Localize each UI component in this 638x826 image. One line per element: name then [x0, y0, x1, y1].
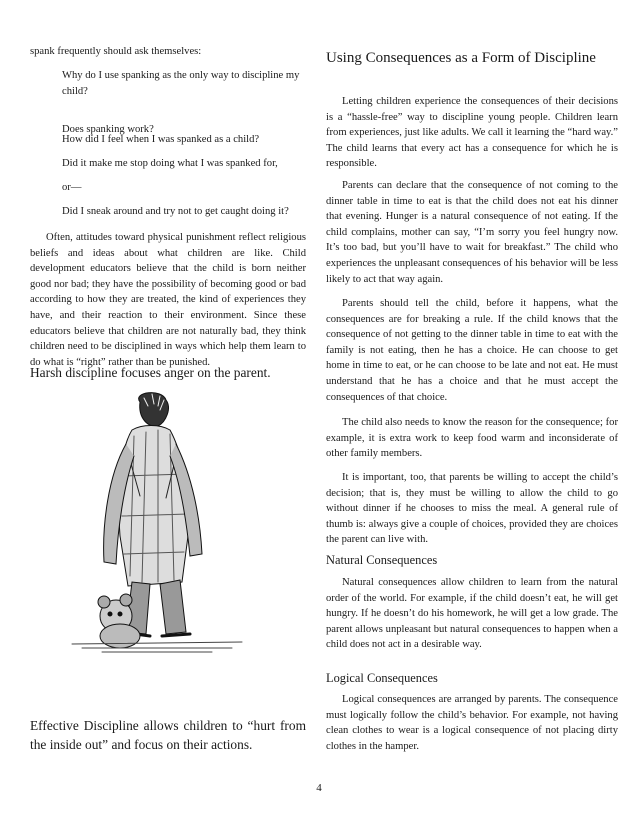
callout-harsh-discipline: Harsh discipline focuses anger on the parent. [30, 365, 271, 380]
subheading-natural-consequences: Natural Consequences [326, 553, 438, 567]
paragraph-reason: The child also needs to know the reason for the consequence; for example, it is extra work to keep food warm and inconsiderate of other family members. [326, 417, 618, 460]
attitudes-paragraph: Often, attitudes toward physical punishment reflect religious beliefs and ideas about what children are like. Child development educators believe that the child is born neither good nor bad; they have the possibility of becoming good or bad according to how they are treated, the kind of experiences they have, and their reaction to their environment. Since these educators believe that children are not naturally bad, they think children need to be disciplined in ways which help them learn to do what is “right” rather than be punished. [30, 232, 306, 368]
question-3: How did I feel when I was spanked as a child? [62, 134, 260, 145]
paragraph-logical-consequences: Logical consequences are arranged by parents. The consequence must logically follow the child’s behavior. For example, not having clean clothes to wear is a logical consequence of not placing dirty clothes in the hamper. [326, 694, 618, 752]
paragraph-tell-child: Parents should tell the child, before it happens, what the consequences are for breaking a rule. If the child knows that the consequence of not getting to the dinner table in time to eat with the family is not eating, then he has a choice. He can choose to get home in time to eat, or he can choose to be late and not eat. He must understand that he has a choice and that he must accept the consequences of that choice. [326, 298, 618, 403]
paragraph-dinner-table: Parents can declare that the consequence of not coming to the dinner table in time to eat is that the child does not eat his dinner that evening. Hunger is a natural consequence of not eating. If the child complains, mother can say, “I’m sorry you feel hungry now. It’s too bad, but you’ll have to wait for breakfast.” The child who experiences the unpleasant consequences of his behavior will be less likely to act that way again. [326, 180, 618, 285]
section-heading-using-consequences: Using Consequences as a Form of Discipline [326, 50, 596, 66]
paragraph-hassle-free: Letting children experience the consequences of their decisions is a “hassle-free” way to discipline young people. Children learn from experiences, just like adults. We call it learning the “hard way.” The child learns that every act has a consequence for which he is responsible. [326, 96, 618, 170]
subheading-logical-consequences: Logical Consequences [326, 671, 438, 685]
question-1: Why do I use spanking as the only way to discipline my child? [62, 70, 300, 97]
question-2: Does spanking work? [62, 124, 154, 135]
question-5: or— [62, 182, 82, 193]
question-6: Did I sneak around and try not to get caught doing it? [62, 206, 289, 217]
callout-effective-discipline: Effective Discipline allows children to “hurt from the inside out” and focus on their actions. [30, 718, 306, 752]
page-number: 4 [316, 782, 322, 794]
paragraph-natural-consequences: Natural consequences allow children to learn from the natural order of the world. For example, if the child doesn’t eat, he will get hungry. If he doesn’t do his homework, he will get a low grade. The parent allows unpleasant but natural consequences to happen when a child does not act in a desirable way. [326, 577, 618, 651]
intro-line: spank frequently should ask themselves: [30, 46, 202, 57]
paragraph-accept-decision: It is important, too, that parents be willing to accept the child’s decision; that is, they must be willing to allow the child to go without dinner if he chooses to miss the meal. A general rule of thumb is: always give a couple of choices, provided they are choices the parent can live with. [326, 472, 618, 546]
child-with-teddy-bear-illustration [62, 386, 252, 654]
question-4: Did it make me stop doing what I was spanked for, [62, 158, 278, 169]
